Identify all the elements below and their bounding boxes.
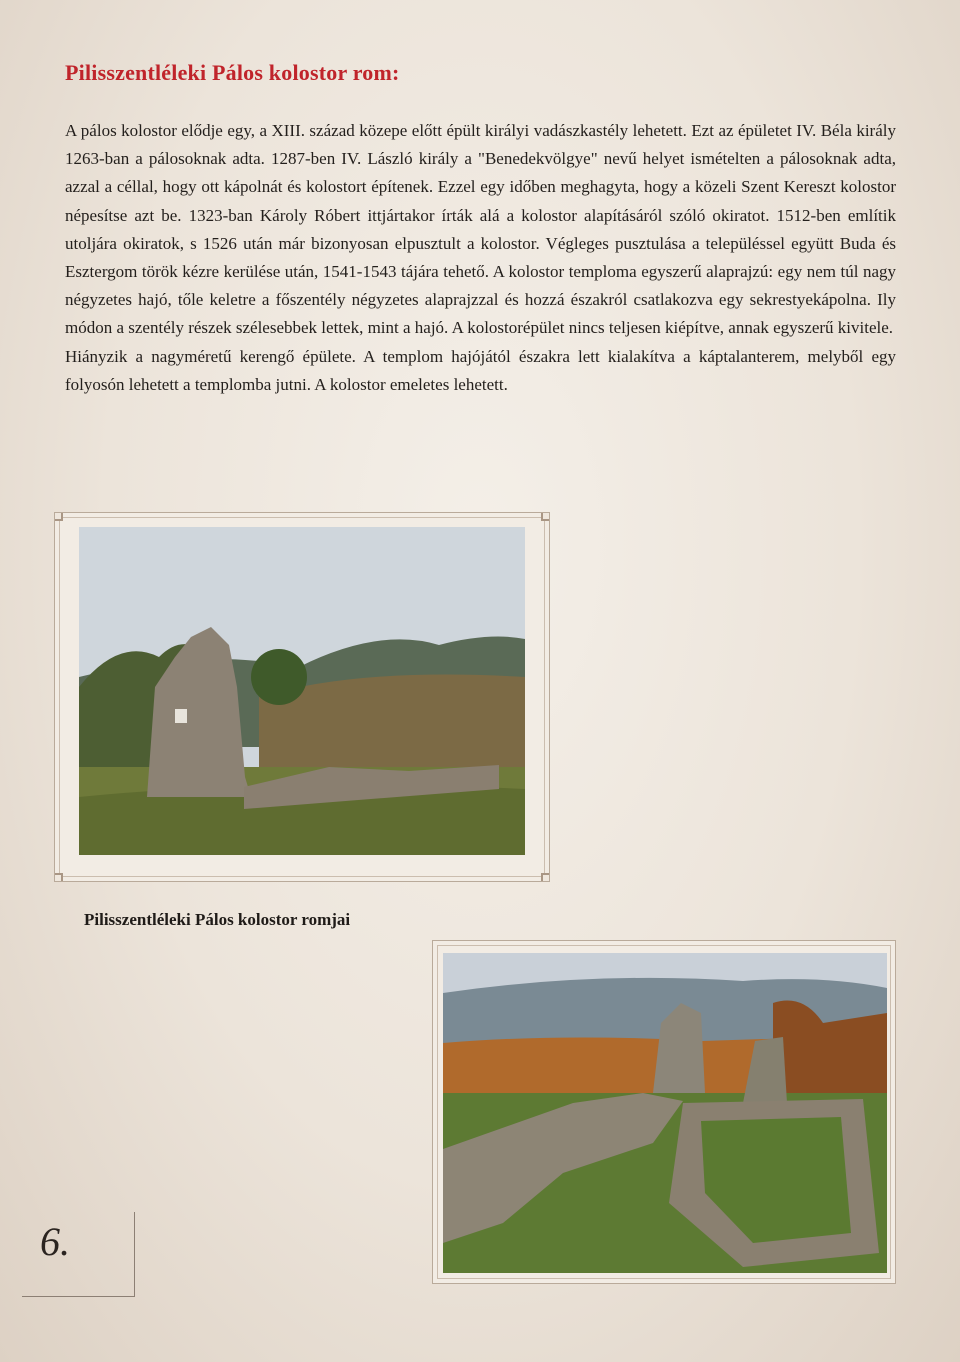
frame-corner-ornament: [541, 512, 550, 521]
ruins-image-2: [443, 953, 887, 1273]
paragraph-2: Hiányzik a nagyméretű kerengő épülete. A templom hajójától északra lett kialakítva a káptalanterem, melyből egy folyosón lehetett a templomba jutni. A kolostor emeletes lehetett.: [65, 346, 896, 394]
ruins-image-1: [79, 527, 525, 855]
photo-caption: Pilisszentléleki Pálos kolostor romjai: [84, 910, 351, 929]
page-number-corner: [22, 1212, 135, 1297]
frame-corner-ornament: [541, 873, 550, 882]
page-number: 6.: [40, 1219, 70, 1264]
ruins-photo-1: [54, 512, 550, 882]
frame-corner-ornament: [54, 512, 63, 521]
paragraph-1: A pálos kolostor elődje egy, a XIII. század közepe előtt épült királyi vadászkastély lehetett. Ezt az épületet IV. Béla király 1263-ban a pálosoknak adta. 1287-ben IV. László király a "Benedekvölgye" nevű helyet ismételten a pálosoknak adta, azzal a céllal, hogy ott kápolnát és kolostort építenek. Ezzel egy időben meghagyta, hogy a közeli Szent Kereszt kolostor népesítse azt be. 1323-ban Károly Róbert ittjártakor írták alá a kolostor alapításáról szóló okiratot. 1512-ben említik utoljára okiratok, s 1526 után már bizonyosan elpusztult a kolostor. Végleges pusztulása a településsel együtt Buda és Esztergom török kézre kerülése után, 1541-1543 tájára tehető. A kolostor temploma egyszerű alaprajzú: egy nem túl nagy négyzetes hajó, tőle keletre a főszentély négyzetes alaprajzzal és hozzá északról csatlakozva egy sekrestyekápolna. Ily módon a szentély részek szélesebbek lettek, mint a hajó. A kolostorépület nincs teljesen kiépítve, annak egyszerű kivitele.: [65, 121, 896, 338]
article-body: [65, 117, 896, 399]
page-title: Pilisszentléleki Pálos kolostor rom:: [65, 60, 400, 85]
ruins-photo-2: [432, 940, 896, 1284]
frame-corner-ornament: [54, 873, 63, 882]
